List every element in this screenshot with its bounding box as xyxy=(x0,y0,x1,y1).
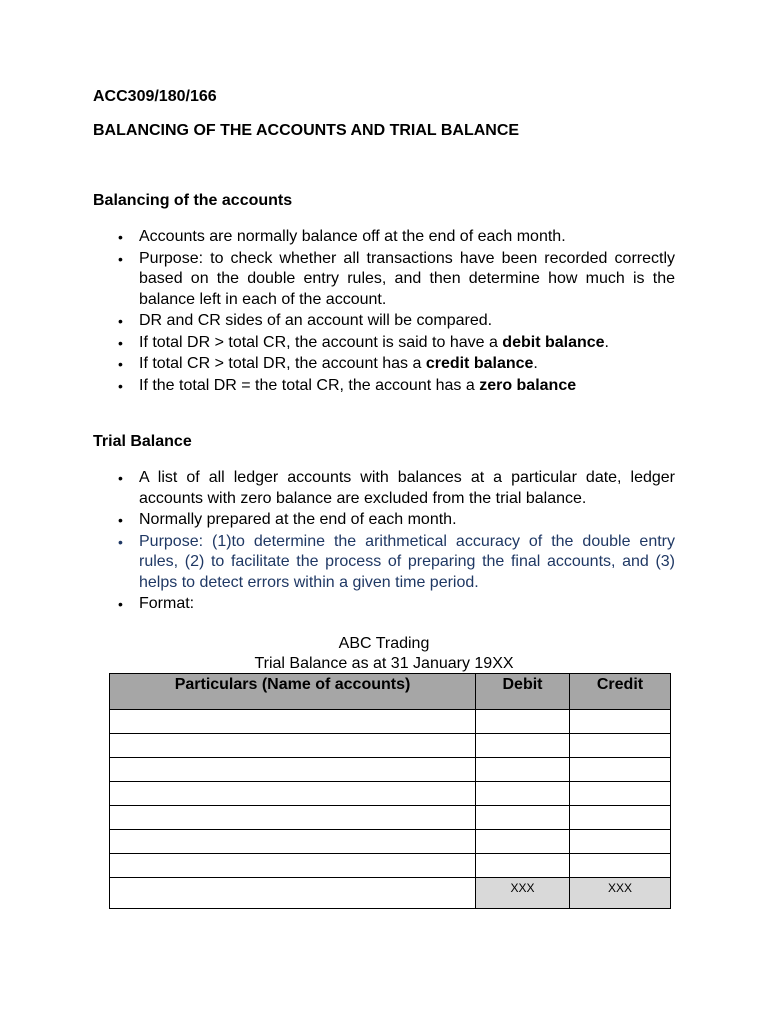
table-total-row xyxy=(110,878,671,909)
column-header-particulars: Particulars (Name of accounts) xyxy=(110,674,476,710)
table-row xyxy=(110,782,671,806)
table-cell xyxy=(570,710,671,734)
table-cell xyxy=(570,782,671,806)
table-row xyxy=(110,710,671,734)
list-item xyxy=(93,311,675,332)
trial-balance-table xyxy=(109,673,671,909)
bullet-emphasis: zero balance xyxy=(479,376,577,394)
table-cell xyxy=(476,830,570,854)
bullet-icon: • xyxy=(118,470,123,486)
table-cell xyxy=(476,854,570,878)
list-item xyxy=(93,249,675,311)
table-cell xyxy=(110,878,476,909)
table-row xyxy=(110,758,671,782)
bullet-icon: • xyxy=(118,533,123,550)
table-row xyxy=(110,806,671,830)
trial-balance-bullet-list xyxy=(93,468,675,616)
bullet-suffix: . xyxy=(533,355,538,372)
section-heading-balancing: Balancing of the accounts xyxy=(93,192,293,209)
table-cell xyxy=(570,734,671,758)
table-row xyxy=(110,734,671,758)
bullet-icon: • xyxy=(118,512,123,528)
bullet-text: Accounts are normally balance off at the end of each month. xyxy=(139,228,566,245)
document-title: BALANCING OF THE ACCOUNTS AND TRIAL BALANCE xyxy=(93,122,520,139)
table-cell xyxy=(570,830,671,854)
table-cell xyxy=(476,710,570,734)
table-cell xyxy=(570,806,671,830)
table-cell xyxy=(110,854,476,878)
list-item xyxy=(93,510,675,531)
table-cell xyxy=(110,710,476,734)
bullet-suffix: . xyxy=(604,333,609,351)
table-row xyxy=(110,830,671,854)
list-item xyxy=(93,227,675,248)
table-cell xyxy=(110,782,476,806)
bullet-text: A list of all ledger accounts with balances at a particular date, ledger accounts with zero balance are excluded from the trial balance. xyxy=(139,469,675,507)
bullet-text: Purpose: to check whether all transactions have been recorded correctly based on the double entry rules, and then determine how much is the balance left in each of the account. xyxy=(139,249,675,308)
debit-total: XXX xyxy=(476,878,570,909)
bullet-icon: • xyxy=(118,313,123,329)
column-header-credit: Credit xyxy=(570,674,671,710)
column-header-debit: Debit xyxy=(476,674,570,710)
table-row xyxy=(110,854,671,878)
table-cell xyxy=(110,806,476,830)
bullet-text: If total CR > total DR, the account has a xyxy=(139,355,426,372)
trial-balance-title: Trial Balance as at 31 January 19XX xyxy=(254,655,514,672)
table-cell xyxy=(476,758,570,782)
list-item xyxy=(93,532,675,594)
bullet-icon: • xyxy=(118,229,123,245)
table-cell xyxy=(110,734,476,758)
bullet-icon: • xyxy=(118,356,123,372)
bullet-emphasis: credit balance xyxy=(425,355,534,372)
company-name: ABC Trading xyxy=(338,635,430,652)
table-cell xyxy=(110,758,476,782)
list-item xyxy=(93,354,675,375)
bullet-icon: • xyxy=(118,596,123,612)
bullet-emphasis: debit balance xyxy=(502,333,605,351)
bullet-text: Normally prepared at the end of each month. xyxy=(139,511,457,528)
list-item xyxy=(93,376,675,397)
table-cell xyxy=(476,734,570,758)
balancing-bullet-list xyxy=(93,227,675,397)
list-item xyxy=(93,468,675,509)
section-heading-trial-balance: Trial Balance xyxy=(93,433,192,450)
bullet-icon: • xyxy=(118,377,123,394)
table-cell xyxy=(476,782,570,806)
bullet-icon: • xyxy=(118,334,123,351)
bullet-text: If total DR > total CR, the account is said to have a xyxy=(139,333,503,351)
bullet-text: DR and CR sides of an account will be compared. xyxy=(139,312,493,329)
table-header-row xyxy=(110,674,671,710)
bullet-text: Format: xyxy=(139,595,195,612)
credit-total: XXX xyxy=(570,878,671,909)
table-cell xyxy=(476,806,570,830)
list-item xyxy=(93,333,675,354)
bullet-icon: • xyxy=(118,250,123,267)
bullet-text: Purpose: (1)to determine the arithmetical accuracy of the double entry rules, (2) to facilitate the process of preparing the final accounts, and (3) helps to detect errors within a given time period. xyxy=(139,532,675,591)
table-cell xyxy=(570,758,671,782)
list-item xyxy=(93,594,675,615)
bullet-text: If the total DR = the total CR, the account has a xyxy=(139,376,480,394)
table-cell xyxy=(110,830,476,854)
table-cell xyxy=(570,854,671,878)
document-code: ACC309/180/166 xyxy=(93,88,217,105)
